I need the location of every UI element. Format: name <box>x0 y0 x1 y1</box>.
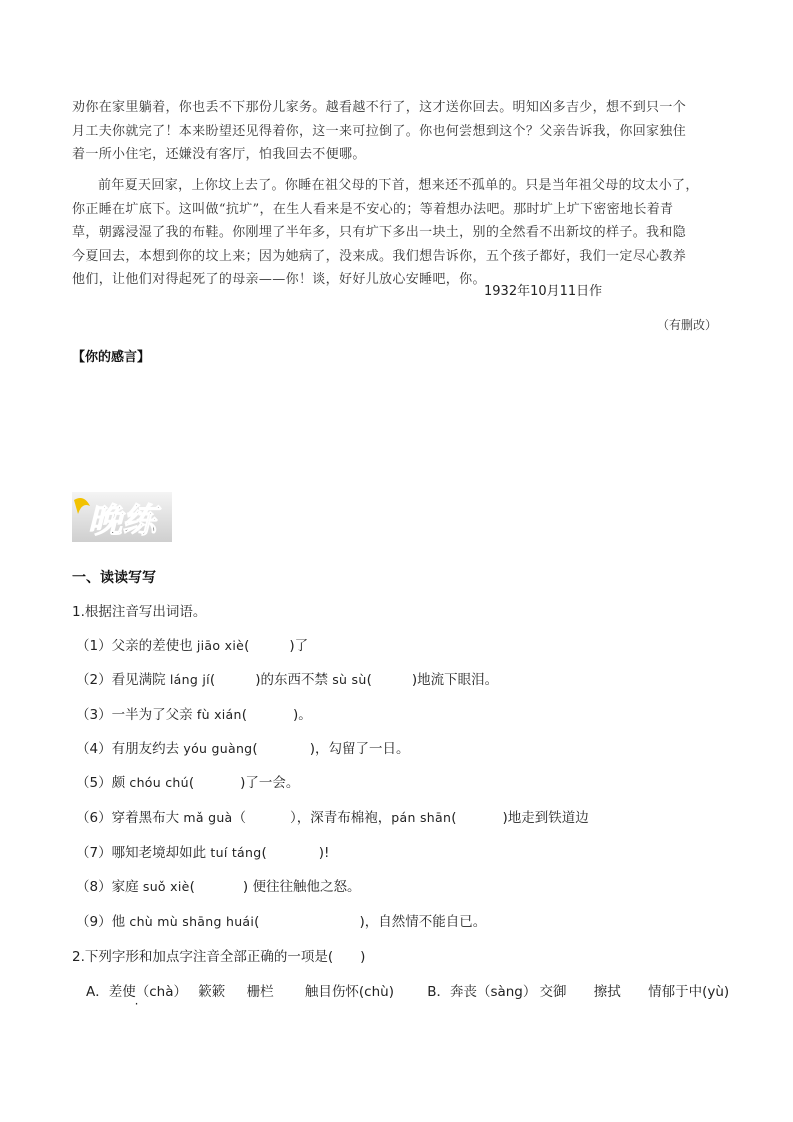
option-a-item-1: A．差使（chà） · <box>86 980 194 1000</box>
passage-line: 今夏回去，本想到你的坟上来；因为她病了，没来成。我们想告诉你，五个孩子都好，我们一定尽心教养 <box>72 248 687 264</box>
q1-item-6: （6）穿着黑布大 mǎ guà（ ），深青布棉袍，pán shān( )地走到铁道边 <box>76 810 589 826</box>
pinyin: jiāo xiè <box>196 638 245 653</box>
logo-text: 晚练 <box>88 501 156 541</box>
q1-item-5: （5）颇 chóu chú( )了一会。 <box>76 775 300 791</box>
pinyin: suǒ xiè <box>142 879 190 894</box>
q2-options-row <box>86 980 729 1000</box>
passage-line: 草，朝露浸湿了我的布鞋。你刚埋了半年多，只有圹下多出一块土，别的全然看不出新坟的样子。我和隐 <box>72 225 687 240</box>
option-b-item-3: 擦拭 <box>593 984 621 1000</box>
option-a-item-4: 触目伤怀(chù) <box>304 984 394 1000</box>
question-2-prompt: 2.下列字形和加点字注音全部正确的一项是( ) <box>72 949 366 965</box>
pinyin: sù sù <box>332 672 367 687</box>
passage-paragraph-1 <box>72 96 717 167</box>
passage-line: 前年夏天回家，上你坟上去了。你睡在祖父母的下首，想来还不孤单的。只是当年祖父母的坟太小了， <box>98 178 699 193</box>
passage-paragraph-2 <box>72 174 717 292</box>
q1-item-9: （9）他 chù mù shāng huái( )，自然情不能自已。 <box>76 914 487 930</box>
passage-line: 他们，让他们对得起死了的母亲——你！谈，好好儿放心安睡吧，你。 <box>72 272 486 287</box>
pinyin: chóu chú <box>129 775 189 790</box>
section-1-title: 一、读读写写 <box>72 570 156 586</box>
q1-item-2: （2）看见满院 láng jí( )的东西不禁 sù sù( )地流下眼泪。 <box>76 672 499 688</box>
passage-line: 着一所小住宅，还嫌没有客厅，怕我回去不便哪。 <box>72 147 366 162</box>
q1-item-1: （1）父亲的差使也 jiāo xiè( )了 <box>76 638 309 654</box>
pinyin: chù mù shāng huái <box>129 914 255 929</box>
pinyin: láng jí <box>169 672 210 687</box>
pinyin: fù xián <box>196 707 242 722</box>
wanlian-logo <box>72 492 172 542</box>
feeling-heading: 【你的感言】 <box>72 350 151 365</box>
pinyin: mǎ guà <box>183 810 233 825</box>
pinyin: tuí táng <box>210 845 262 860</box>
passage-date: 1932年10月11日作 <box>484 284 603 299</box>
option-a-item-3: 栅栏 <box>246 984 274 1000</box>
source-note: （有删改） <box>656 318 717 332</box>
pinyin: yóu guàng <box>183 741 253 756</box>
q1-item-4: （4）有朋友约去 yóu guàng( )，勾留了一日。 <box>76 741 410 757</box>
pinyin: pán shān <box>391 810 452 825</box>
passage-line: 你正睡在圹底下。这叫做“抗圹”，在生人看来是不安心的；等着想办法吧。那时圹上圹下密密地长着青 <box>72 201 674 217</box>
q1-item-8: （8）家庭 suǒ xiè( ) 便往往触他之怒。 <box>76 879 361 895</box>
q1-item-7: （7）哪知老境却如此 tuí táng( )! <box>76 845 330 861</box>
passage-line: 月工夫你就完了！本来盼望还见得着你，这一来可拉倒了。你也何尝想到这个？父亲告诉我，你回家独住 <box>72 123 687 139</box>
question-1-prompt: 1.根据注音写出词语。 <box>72 604 207 620</box>
q1-item-3: （3）一半为了父亲 fù xián( )。 <box>76 707 312 723</box>
option-b-item-4: 情郁于中(yù) <box>648 984 730 1000</box>
option-a-item-2: 簌簌 <box>198 984 226 1000</box>
option-b-item-2: 交御 <box>539 984 567 1000</box>
passage-line: 劝你在家里躺着，你也丢不下那份儿家务。越看越不行了，这才送你回去。明知凶多吉少，想不到只一个 <box>72 100 687 115</box>
option-b-item-1: B．奔丧（sàng） <box>427 984 537 1000</box>
